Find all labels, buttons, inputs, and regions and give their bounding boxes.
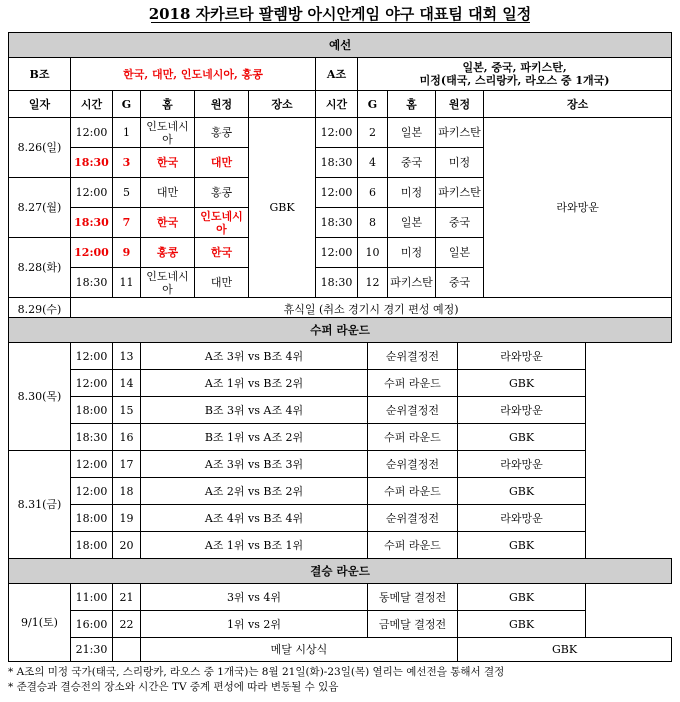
section-final: 결승 라운드 xyxy=(9,559,672,584)
table-row: 12:00 18 A조 2위 vs B조 2위 수퍼 라운드 GBK xyxy=(9,478,672,505)
table-row: 8.27(월) 12:00 5 대만 홍콩 12:00 6 미정 파키스탄 xyxy=(9,178,672,208)
table-row: 18:30 7 한국 인도네시아 18:30 8 일본 중국 xyxy=(9,208,672,238)
table-row: 8.26(일) 12:00 1 인도네시아 홍콩 GBK 12:00 2 일본 파키스탄 라와망운 xyxy=(9,118,672,148)
header-row: 일자 시간 G 홈 원정 장소 시간 G 홈 원정 장소 xyxy=(9,91,672,118)
title-underline xyxy=(151,22,530,23)
footnotes xyxy=(8,665,504,695)
table-row: 16:00 22 1위 vs 2위 금메달 결정전 GBK xyxy=(9,611,672,638)
table-row: 8.31(금) 12:00 17 A조 3위 vs B조 3위 순위결정전 라와망운 xyxy=(9,451,672,478)
venue-gbk: GBK xyxy=(249,118,316,298)
rest-day-row: 8.29(수) 휴식일 (취소 경기시 경기 편성 예정) xyxy=(9,298,672,322)
table-row: 18:00 20 A조 1위 vs B조 1위 수퍼 라운드 GBK xyxy=(9,532,672,559)
table-row: 12:00 14 A조 1위 vs B조 2위 수퍼 라운드 GBK xyxy=(9,370,672,397)
group-a-teams: 일본, 중국, 파키스탄, 미정(태국, 스리랑카, 라오스 중 1개국) xyxy=(358,58,672,91)
prelim-table xyxy=(8,32,672,322)
table-row: 18:30 11 인도네시아 대만 18:30 12 파키스탄 중국 xyxy=(9,268,672,298)
table-row: 9/1(토) 11:00 21 3위 vs 4위 동메달 결정전 GBK xyxy=(9,584,672,611)
page-title: 2018 자카르타 팔렘방 아시안게임 야구 대표팀 대회 일정 xyxy=(148,5,532,23)
table-row: 18:00 15 B조 3위 vs A조 4위 순위결정전 라와망운 xyxy=(9,397,672,424)
ceremony-row: 21:30 메달 시상식 GBK xyxy=(9,638,672,662)
table-row: 8.30(목) 12:00 13 A조 3위 vs B조 4위 순위결정전 라와망운 xyxy=(9,343,672,370)
footnote: * A조의 미정 국가(태국, 스리랑카, 라오스 중 1개국)는 8월 21일(화)-23일(목) 열리는 예선전을 통해서 결정 xyxy=(8,666,505,678)
group-b-label: B조 xyxy=(9,58,71,91)
group-a-label: A조 xyxy=(316,58,358,91)
venue-rawamangun: 라와망운 xyxy=(484,118,672,298)
table-row: 18:00 19 A조 4위 vs B조 4위 순위결정전 라와망운 xyxy=(9,505,672,532)
table-row: 18:30 3 한국 대만 18:30 4 중국 미정 xyxy=(9,148,672,178)
final-round-table xyxy=(8,558,672,662)
footnote: * 준결승과 결승전의 장소와 시간은 TV 중계 편성에 따라 변동될 수 있음 xyxy=(8,681,339,693)
section-prelim: 예선 xyxy=(9,33,672,58)
table-row: 18:30 16 B조 1위 vs A조 2위 수퍼 라운드 GBK xyxy=(9,424,672,451)
super-round-table xyxy=(8,317,672,559)
table-row: 8.28(화) 12:00 9 홍콩 한국 12:00 10 미정 일본 xyxy=(9,238,672,268)
group-b-teams: 한국, 대만, 인도네시아, 홍콩 xyxy=(71,58,316,91)
section-super: 수퍼 라운드 xyxy=(9,318,672,343)
